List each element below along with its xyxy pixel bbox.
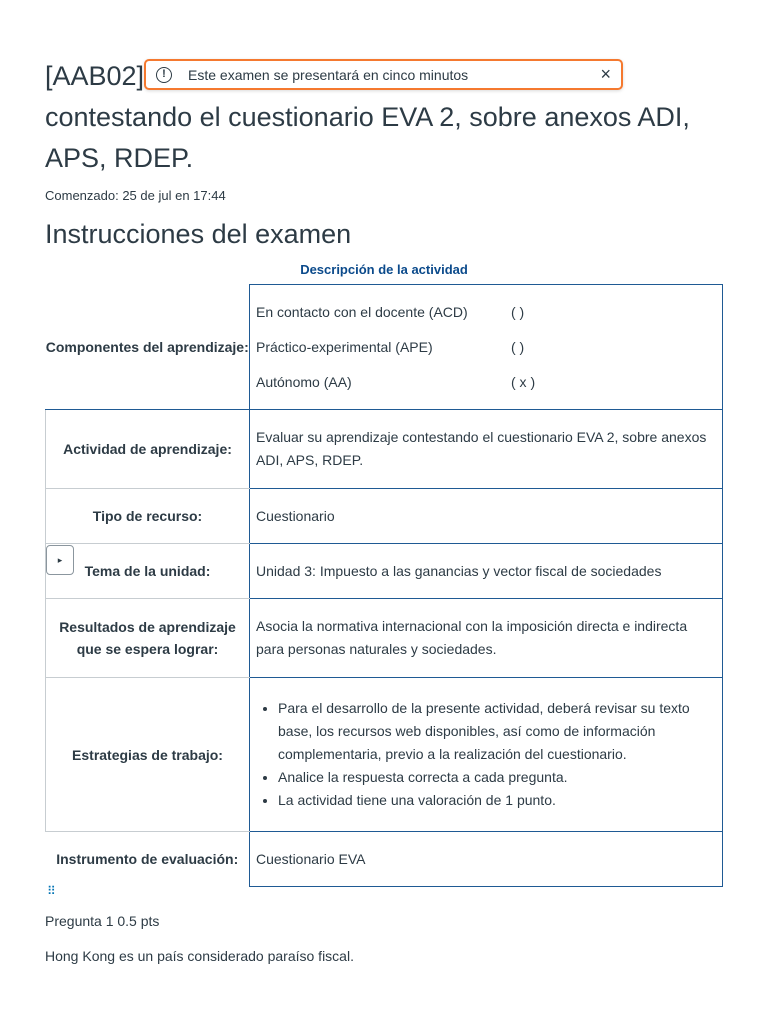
results-label: Resultados de aprendizaje que se espera lograr: [46, 599, 250, 678]
unit-label: Tema de la unidad: [46, 544, 250, 599]
table-row [46, 285, 723, 410]
components-label [46, 285, 250, 410]
components-label-text: Componentes del aprendizaje: [45, 338, 249, 355]
list-item: • Analice la respuesta correcta a cada pregunta. [278, 766, 716, 789]
component-name: Práctico-experimental (APE) [256, 338, 433, 355]
component-row [256, 330, 716, 365]
unit-value: Unidad 3: Impuesto a las ganancias y vector fiscal de sociedades [250, 544, 723, 599]
page-title-line1: [AAB02] [45, 61, 145, 91]
table-row [46, 599, 723, 678]
warning-circle-icon: ! [156, 67, 172, 83]
activity-table [45, 284, 723, 887]
table-row [46, 544, 723, 599]
component-row [256, 295, 716, 330]
component-name: En contacto con el docente (ACD) [256, 303, 468, 320]
page-title-line3: APS, RDEP. [45, 143, 194, 173]
instructions-heading: Instrucciones del examen [45, 219, 352, 249]
strategies-list [256, 697, 716, 812]
components-value [250, 285, 723, 410]
results-value: Asocia la normativa internacional con la imposición directa e indirecta para personas naturales y sociedades. [250, 599, 723, 678]
play-button[interactable]: ▸ [46, 545, 74, 575]
started-timestamp: Comenzado: 25 de jul en 17:44 [45, 188, 226, 203]
strategies-value [250, 678, 723, 832]
table-row [46, 489, 723, 544]
page-title-line2: contestando el cuestionario EVA 2, sobre anexos ADI, [45, 102, 690, 132]
table-row [46, 410, 723, 489]
component-name: Autónomo (AA) [256, 373, 352, 390]
instrument-value: Cuestionario EVA [250, 832, 723, 887]
activity-label: Actividad de aprendizaje: [46, 410, 250, 489]
close-icon[interactable]: × [600, 64, 611, 84]
strategies-label: Estrategias de trabajo: [46, 678, 250, 832]
table-row [46, 832, 723, 887]
resource-value: Cuestionario [250, 489, 723, 544]
table-row [46, 678, 723, 832]
toast-message: Este examen se presentará en cinco minutos [188, 66, 469, 83]
list-item: • Para el desarrollo de la presente actividad, deberá revisar su texto base, los recursos web disponibles, así como de información complementaria, previo a la realización del cuestionario. [278, 697, 716, 766]
question-header: Pregunta 1 0.5 pts [45, 913, 160, 929]
exam-warning-toast [144, 59, 623, 90]
component-mark: ( x ) [511, 373, 536, 390]
drag-handle-icon[interactable]: ⠿ [47, 884, 55, 898]
list-item: • La actividad tiene una valoración de 1 punto. [278, 789, 716, 812]
question-text: Hong Kong es un país considerado paraíso fiscal. [45, 948, 354, 964]
component-mark: ( ) [511, 303, 525, 320]
activity-value: Evaluar su aprendizaje contestando el cuestionario EVA 2, sobre anexos ADI, APS, RDEP. [250, 410, 723, 489]
component-mark: ( ) [511, 338, 525, 355]
resource-label: Tipo de recurso: [46, 489, 250, 544]
component-row [256, 365, 716, 400]
table-caption: Descripción de la actividad [300, 262, 468, 277]
instrument-label: Instrumento de evaluación: [46, 832, 250, 887]
